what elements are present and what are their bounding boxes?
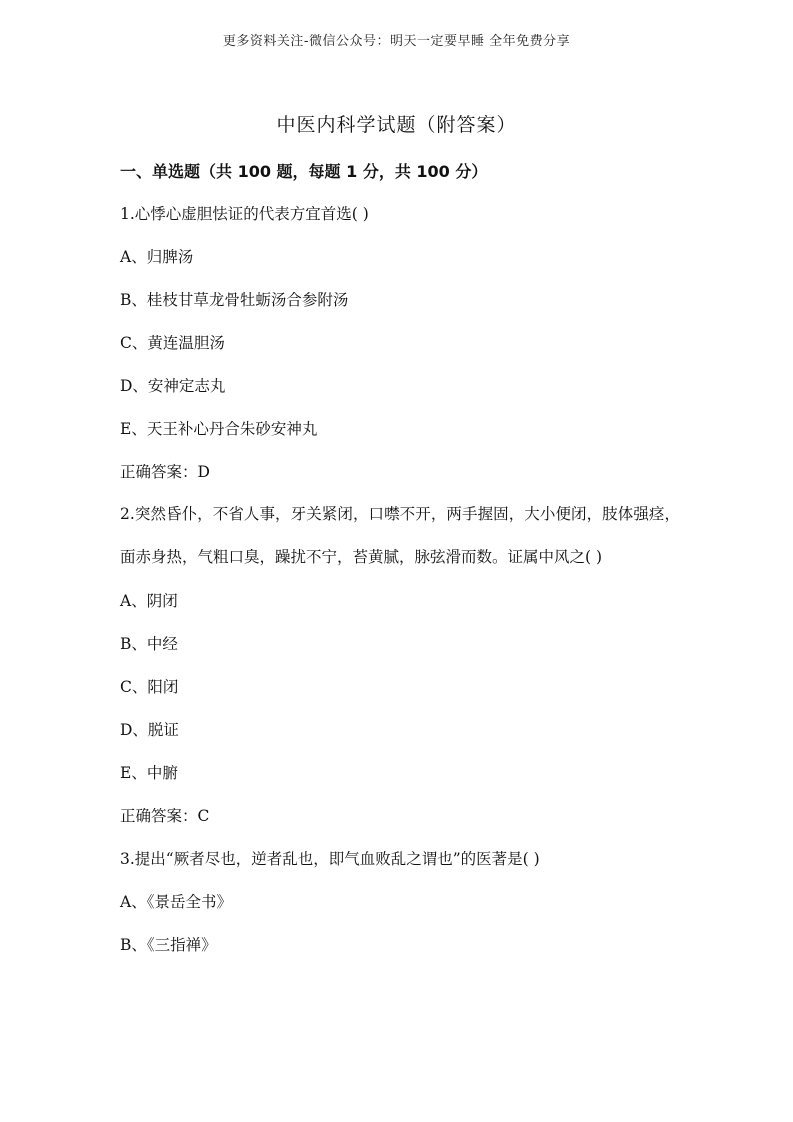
option-c: C、黄连温胆汤 [120, 334, 225, 352]
question-2 [120, 493, 680, 842]
option-d: D、安神定志丸 [120, 377, 226, 395]
question-stem: 3.提出“厥者尽也，逆者乱也，即气血败乱之谓也”的医著是( ) [120, 850, 540, 868]
answer-line: 正确答案：C [120, 807, 210, 825]
option-b: B、桂枝甘草龙骨牡蛎汤合参附汤 [120, 291, 349, 309]
question-1 [120, 197, 680, 498]
answer-line: 正确答案：D [120, 463, 210, 481]
option-c: C、阳闭 [120, 678, 179, 696]
option-e: E、中腑 [120, 764, 178, 782]
option-d: D、脱证 [120, 721, 179, 739]
option-a: A、归脾汤 [120, 248, 194, 266]
document-body [120, 155, 680, 971]
option-a: A、《景岳全书》 [120, 893, 232, 911]
option-e: E、天王补心丹合朱砂安神丸 [120, 420, 318, 438]
question-stem: 2.突然昏仆，不省人事，牙关紧闭，口噤不开，两手握固，大小便闭，肢体强痉，面赤身热，气粗口臭，躁扰不宁，苔黄腻，脉弦滑而数。证属中风之( ) [120, 505, 680, 566]
option-b: B、《三指禅》 [120, 936, 217, 954]
option-a: A、阴闭 [120, 592, 178, 610]
option-b: B、中经 [120, 635, 178, 653]
header-note: 更多资料关注-微信公众号：明天一定要早睡 全年免费分享 [222, 34, 571, 49]
question-3 [120, 842, 680, 971]
document-title: 中医内科学试题（附答案） [276, 114, 517, 136]
question-stem: 1.心悸心虚胆怯证的代表方宜首选( ) [120, 205, 369, 223]
section-heading: 一、单选题（共 100 题，每题 1 分，共 100 分） [120, 162, 488, 181]
